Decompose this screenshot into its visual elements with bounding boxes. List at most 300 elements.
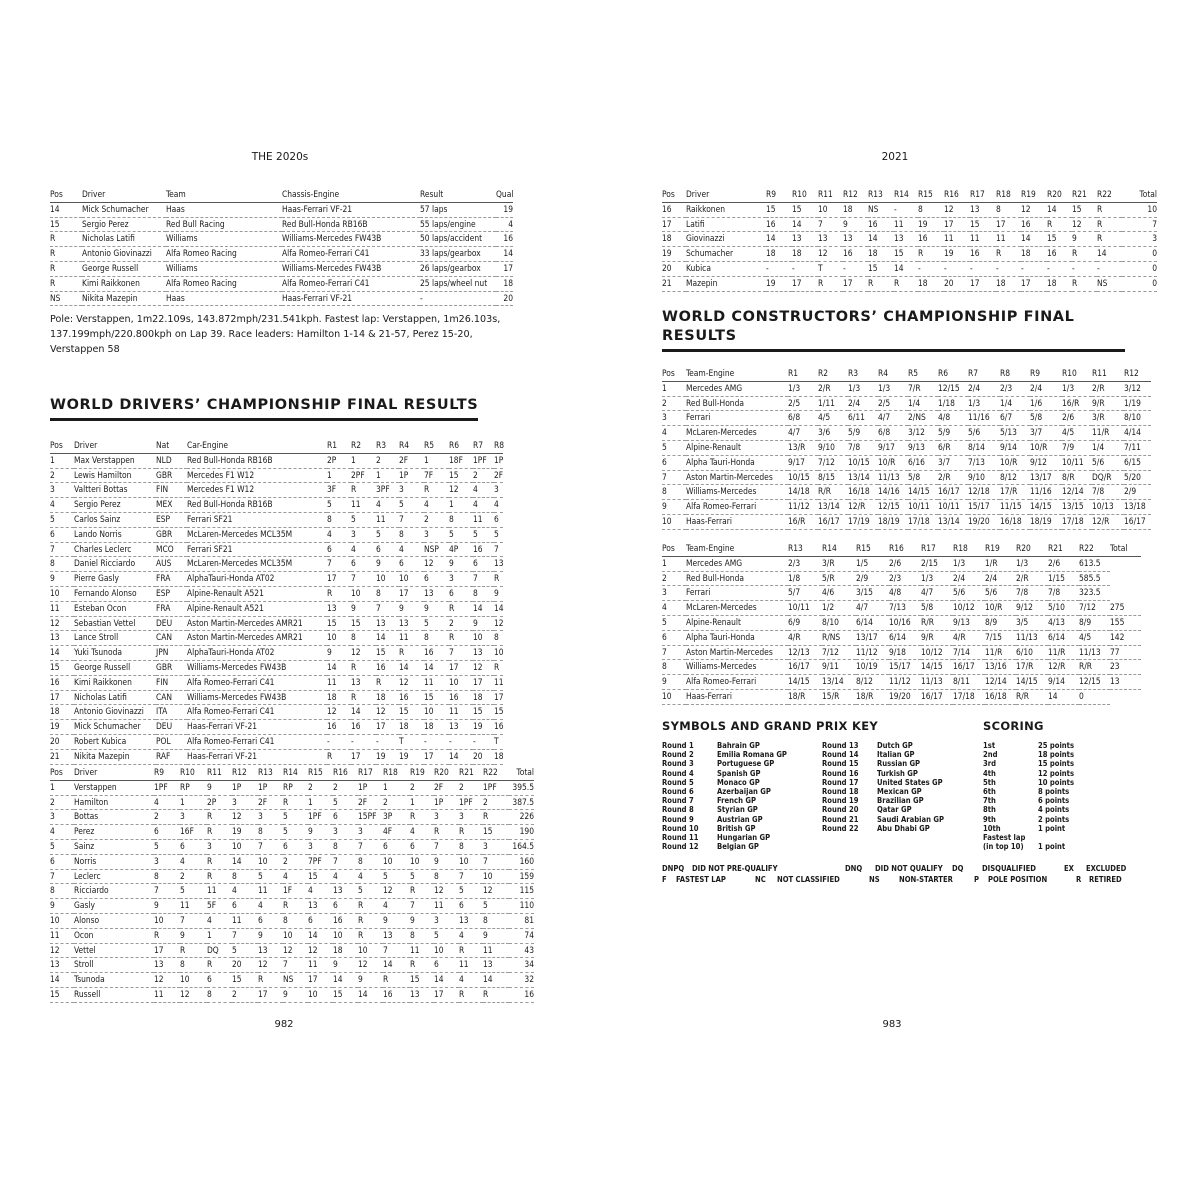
table-cell: 4/7: [788, 426, 818, 441]
table-cell: 12: [232, 810, 258, 825]
table-cell: 15: [473, 705, 494, 720]
table-cell: 9/R: [921, 630, 953, 645]
table-cell: 5: [424, 616, 449, 631]
key-value: Monaco GP: [717, 777, 760, 787]
table-cell: 7/8: [1016, 586, 1048, 601]
abbreviation-meaning: DID NOT QUALIFY: [875, 864, 943, 873]
table-cell: 19: [766, 276, 792, 291]
table-cell: 10: [154, 913, 180, 928]
table-cell: 14: [1047, 202, 1072, 217]
table-cell: 7: [399, 512, 424, 527]
table-cell: 3: [1122, 232, 1157, 247]
table-cell: 9/17: [878, 440, 908, 455]
table-cell: 15: [449, 468, 473, 483]
table-cell: 7/R: [908, 381, 938, 396]
table-cell: 7/12: [1079, 601, 1110, 616]
table-cell: 4: [207, 913, 232, 928]
table-cell: 1/3: [1016, 556, 1048, 571]
key-value: Brazilian GP: [877, 796, 924, 806]
table-cell: 10/R: [985, 601, 1016, 616]
table-cell: Perez: [74, 825, 154, 840]
table-cell: Haas-Ferrari VF-21: [187, 749, 327, 764]
abbreviation-code: DQ: [952, 864, 964, 873]
list-item: [822, 805, 944, 814]
table-cell: 81: [509, 913, 534, 928]
table-cell: 4/14: [1124, 426, 1151, 441]
table-cell: McLaren-Mercedes MCL35M: [187, 557, 327, 572]
table-cell: CAN: [156, 631, 187, 646]
table-cell: 16: [327, 720, 351, 735]
table-cell: 14: [1021, 232, 1047, 247]
table-row: [50, 734, 503, 749]
table-cell: McLaren-Mercedes: [686, 601, 788, 616]
table-cell: 14/16: [878, 485, 908, 500]
table-cell: 13/14: [938, 514, 968, 529]
table-cell: R7: [473, 439, 494, 453]
key-value: Qatar GP: [877, 805, 912, 815]
table-row: [50, 854, 534, 869]
table-cell: R4: [399, 439, 424, 453]
page-number: 983: [882, 1019, 902, 1030]
table-cell: ESP: [156, 512, 187, 527]
table-cell: 7: [376, 601, 399, 616]
key-term: 6th: [983, 787, 996, 797]
table-cell: 1/8: [788, 571, 822, 586]
table-cell: 43: [509, 943, 534, 958]
key-term: 9th: [983, 814, 996, 824]
table-cell: 142: [1110, 630, 1141, 645]
abbreviation-meaning: NOT CLASSIFIED: [777, 875, 840, 884]
table-cell: 16/17: [921, 689, 953, 704]
table-cell: 10: [449, 675, 473, 690]
table-cell: Haas-Ferrari VF-21: [282, 202, 420, 217]
table-cell: R: [483, 987, 509, 1002]
table-cell: 18: [50, 705, 74, 720]
table-cell: 5: [50, 839, 74, 854]
table-cell: 11/12: [856, 645, 889, 660]
table-cell: -: [1047, 261, 1072, 276]
table-cell: 7/12: [818, 455, 848, 470]
table-cell: Driver: [686, 188, 766, 202]
table-cell: 5: [483, 899, 509, 914]
table-cell: 1F: [283, 884, 308, 899]
table-cell: 5/8: [921, 601, 953, 616]
table-cell: 9: [50, 572, 74, 587]
list-item: [983, 805, 1074, 814]
table-cell: -: [327, 734, 351, 749]
table-cell: Alfa Romeo Racing: [166, 247, 282, 262]
table-cell: 10: [473, 631, 494, 646]
table-cell: 1/2: [822, 601, 856, 616]
table-cell: R2: [818, 367, 848, 381]
table-cell: R: [327, 749, 351, 764]
table-cell: GBR: [156, 660, 187, 675]
table-cell: 12: [1021, 202, 1047, 217]
table-cell: 13: [818, 232, 843, 247]
table-row: [662, 440, 1151, 455]
table-cell: 12/R: [1048, 660, 1079, 675]
abbreviation-meaning: POLE POSITION: [988, 875, 1048, 884]
table-cell: 14: [1048, 689, 1079, 704]
table-cell: 10: [410, 854, 434, 869]
list-item: [983, 842, 1074, 851]
table-cell: 9/11: [822, 660, 856, 675]
table-row: [50, 247, 513, 262]
table-cell: Pos: [50, 439, 74, 453]
table-row: [50, 646, 503, 661]
table-cell: Nikita Mazepin: [82, 291, 166, 306]
table-cell: Mick Schumacher: [74, 720, 156, 735]
list-item: [822, 778, 944, 787]
table-cell: 9/14: [1048, 675, 1079, 690]
table-cell: 14/15: [1030, 500, 1062, 515]
table-cell: 3: [333, 825, 358, 840]
table-cell: 15: [232, 973, 258, 988]
table-cell: 9: [333, 958, 358, 973]
key-term: Round 16: [822, 768, 859, 778]
table-cell: 10/13: [1092, 500, 1124, 515]
table-cell: 4/R: [788, 630, 822, 645]
table-cell: 14: [792, 217, 818, 232]
table-cell: Ferrari: [686, 586, 788, 601]
table-cell: 6/14: [889, 630, 921, 645]
table-row: [50, 928, 534, 943]
table-cell: 2/5: [878, 396, 908, 411]
table-cell: 14: [327, 660, 351, 675]
table-cell: R: [410, 884, 434, 899]
key-value: Spanish GP: [717, 768, 761, 778]
table-cell: MEX: [156, 498, 187, 513]
table-cell: 6/8: [788, 411, 818, 426]
table-cell: 12/14: [1062, 485, 1092, 500]
table-cell: 5/10: [1048, 601, 1079, 616]
table-cell: 11: [459, 958, 483, 973]
table-cell: 7: [154, 884, 180, 899]
table-cell: 4P: [449, 542, 473, 557]
drivers-championship-table-part2: [50, 766, 534, 1003]
table-cell: R19: [410, 766, 434, 780]
table-cell: 2/4: [968, 381, 1000, 396]
list-item: [822, 796, 944, 805]
table-cell: 13/17: [856, 630, 889, 645]
table-cell: Alonso: [74, 913, 154, 928]
key-term: Round 7: [662, 796, 694, 806]
table-cell: 5/20: [1124, 470, 1151, 485]
table-cell: R: [50, 232, 82, 247]
table-cell: 13: [1110, 675, 1141, 690]
table-cell: Williams-Mercedes FW43B: [282, 232, 420, 247]
table-cell: 6: [333, 810, 358, 825]
table-cell: Alpha Tauri-Honda: [686, 630, 788, 645]
table-cell: 1/5: [856, 556, 889, 571]
table-cell: 0: [1122, 247, 1157, 262]
table-row: [50, 572, 503, 587]
table-cell: 3: [399, 483, 424, 498]
table-cell: 9: [258, 928, 283, 943]
table-cell: 20: [473, 749, 494, 764]
table-cell: 3: [424, 527, 449, 542]
table-cell: 16: [868, 217, 894, 232]
table-cell: 2: [383, 795, 410, 810]
table-cell: 16: [494, 720, 503, 735]
table-cell: 17: [944, 217, 970, 232]
table-cell: NS: [868, 202, 894, 217]
abbreviation-code: NS: [869, 875, 880, 884]
table-row: [50, 202, 513, 217]
page-number: 982: [274, 1019, 294, 1030]
table-row: [50, 780, 534, 795]
key-term: 4th: [983, 768, 996, 778]
table-cell: NS: [1097, 276, 1122, 291]
table-cell: 16/18: [1000, 514, 1030, 529]
table-cell: 9/18: [889, 645, 921, 660]
table-cell: 10: [333, 928, 358, 943]
table-cell: 159: [509, 869, 534, 884]
table-cell: 4: [258, 899, 283, 914]
table-cell: 2/9: [856, 571, 889, 586]
table-cell: 13: [970, 202, 996, 217]
table-cell: 5: [383, 869, 410, 884]
table-cell: 6: [207, 973, 232, 988]
table-cell: 5/9: [848, 426, 878, 441]
table-cell: R: [283, 795, 308, 810]
table-cell: 9: [473, 616, 494, 631]
table-cell: 8: [283, 913, 308, 928]
table-cell: 74: [509, 928, 534, 943]
table-cell: 160: [509, 854, 534, 869]
table-cell: 13: [351, 675, 376, 690]
table-cell: Sainz: [74, 839, 154, 854]
table-cell: 11/13: [1016, 630, 1048, 645]
key-term: 5th: [983, 777, 996, 787]
table-cell: Total: [1110, 542, 1141, 556]
table-cell: 10: [258, 854, 283, 869]
table-cell: 12: [327, 705, 351, 720]
table-cell: 19: [473, 720, 494, 735]
table-cell: 12: [50, 616, 74, 631]
table-cell: 5: [258, 869, 283, 884]
table-cell: R3: [376, 439, 399, 453]
table-cell: 3: [434, 913, 459, 928]
table-cell: Hamilton: [74, 795, 154, 810]
table-row: [50, 913, 534, 928]
key-value: Bahrain GP: [717, 741, 760, 750]
table-cell: Alpine-Renault: [686, 440, 788, 455]
table-cell: R15: [918, 188, 944, 202]
table-cell: 1/3: [921, 571, 953, 586]
abbreviation-code: F: [662, 875, 667, 884]
table-cell: Alfa Romeo-Ferrari C41: [282, 247, 420, 262]
list-item: [983, 750, 1074, 759]
table-row: [50, 276, 513, 291]
table-cell: 6: [258, 913, 283, 928]
table-row: [50, 705, 503, 720]
table-cell: 16/18: [985, 689, 1016, 704]
table-cell: 16: [473, 542, 494, 557]
table-cell: R13: [868, 188, 894, 202]
table-cell: 13: [473, 646, 494, 661]
table-cell: 10: [180, 973, 207, 988]
abbreviation-code: DNQ: [845, 864, 863, 873]
key-value: 2 points: [1038, 814, 1070, 824]
table-cell: 14: [494, 601, 503, 616]
table-cell: 5: [434, 928, 459, 943]
table-cell: 8: [376, 586, 399, 601]
table-cell: Williams-Mercedes: [686, 485, 788, 500]
table-cell: Total: [509, 766, 534, 780]
table-cell: R: [358, 913, 383, 928]
table-cell: 14: [434, 973, 459, 988]
table-cell: McLaren-Mercedes MCL35M: [187, 527, 327, 542]
table-cell: 3F: [327, 483, 351, 498]
table-cell: R: [494, 572, 503, 587]
table-row: [50, 498, 503, 513]
table-cell: R: [459, 987, 483, 1002]
table-cell: 17: [376, 720, 399, 735]
table-cell: 2/3: [889, 571, 921, 586]
table-cell: 6/14: [856, 615, 889, 630]
table-cell: Williams-Mercedes FW43B: [282, 261, 420, 276]
table-cell: 9: [494, 586, 503, 601]
table-cell: 17: [399, 586, 424, 601]
table-cell: Alfa Romeo Racing: [166, 276, 282, 291]
table-cell: 14: [358, 987, 383, 1002]
key-term: Round 4: [662, 768, 694, 778]
table-cell: 10/R: [1000, 455, 1030, 470]
table-cell: 0: [1079, 689, 1110, 704]
table-cell: 8: [351, 631, 376, 646]
table-cell: 5: [232, 943, 258, 958]
table-cell: 1: [308, 795, 333, 810]
key-term: Round 11: [662, 833, 699, 843]
table-row: [50, 795, 534, 810]
table-cell: 6/15: [1124, 455, 1151, 470]
table-cell: 17/R: [1016, 660, 1048, 675]
table-cell: 2: [180, 869, 207, 884]
table-cell: 13: [327, 601, 351, 616]
key-term: Fastest lap: [983, 833, 1026, 843]
table-row: [662, 485, 1151, 500]
table-cell: 10/15: [848, 455, 878, 470]
key-value: Abu Dhabi GP: [877, 823, 930, 833]
table-cell: 13: [410, 987, 434, 1002]
table-cell: 3: [50, 483, 74, 498]
table-cell: 2/9: [1124, 485, 1151, 500]
table-cell: R22: [483, 766, 509, 780]
table-row: [662, 689, 1141, 704]
table-row: [50, 839, 534, 854]
table-cell: 0: [1122, 276, 1157, 291]
list-item: [662, 815, 787, 824]
list-item: [662, 796, 787, 805]
table-cell: 9: [308, 825, 333, 840]
table-cell: R13: [788, 542, 822, 556]
table-cell: 3: [258, 810, 283, 825]
table-cell: 7: [459, 869, 483, 884]
table-cell: Alfa Romeo-Ferrari C41: [187, 705, 327, 720]
table-cell: R7: [968, 367, 1000, 381]
table-cell: R11: [1092, 367, 1124, 381]
table-cell: R19: [985, 542, 1016, 556]
table-cell: R17: [970, 188, 996, 202]
table-cell: 25 laps/wheel nut: [420, 276, 496, 291]
table-row: [50, 720, 503, 735]
table-cell: 17: [792, 276, 818, 291]
table-cell: 8/15: [818, 470, 848, 485]
table-cell: 3/7: [1030, 426, 1062, 441]
table-cell: R: [154, 928, 180, 943]
table-cell: 17: [496, 261, 513, 276]
key-term: Round 12: [662, 842, 699, 852]
table-cell: Williams-Mercedes FW43B: [187, 690, 327, 705]
table-cell: 7/13: [889, 601, 921, 616]
table-cell: 1/4: [1092, 440, 1124, 455]
table-cell: 2F: [358, 795, 383, 810]
table-cell: 3/7: [938, 455, 968, 470]
table-cell: 9: [154, 899, 180, 914]
table-cell: 4: [496, 217, 513, 232]
table-cell: 2/3: [1000, 381, 1030, 396]
table-cell: 5: [410, 869, 434, 884]
table-cell: 4: [283, 869, 308, 884]
table-cell: 1P: [399, 468, 424, 483]
table-cell: 7: [232, 928, 258, 943]
table-cell: R/R: [1016, 689, 1048, 704]
table-cell: 5: [358, 884, 383, 899]
table-row: [662, 556, 1141, 571]
table-cell: 14/15: [1016, 675, 1048, 690]
table-cell: 12: [308, 943, 333, 958]
table-cell: Max Verstappen: [74, 453, 156, 468]
table-cell: 15: [970, 217, 996, 232]
table-cell: R/R: [818, 485, 848, 500]
table-cell: 7: [818, 217, 843, 232]
table-cell: DQ/R: [1092, 470, 1124, 485]
table-cell: 1P: [358, 780, 383, 795]
table-cell: 4/6: [822, 586, 856, 601]
table-cell: 6: [308, 913, 333, 928]
table-cell: 9: [351, 601, 376, 616]
table-cell: 7/13: [968, 455, 1000, 470]
table-cell: 11/16: [1030, 485, 1062, 500]
table-cell: Ferrari: [686, 411, 788, 426]
table-cell: 9: [434, 854, 459, 869]
scoring-list: [983, 741, 1074, 851]
table-row: [50, 884, 534, 899]
table-cell: 15: [1047, 232, 1072, 247]
table-cell: R: [1047, 217, 1072, 232]
table-cell: 12: [483, 884, 509, 899]
table-cell: Aston Martin-Mercedes: [686, 470, 788, 485]
table-cell: 10: [50, 586, 74, 601]
key-value: French GP: [717, 796, 756, 806]
key-value: Saudi Arabian GP: [877, 814, 944, 824]
table-cell: 11/16: [968, 411, 1000, 426]
table-cell: 8/9: [985, 615, 1016, 630]
list-item: [662, 759, 787, 768]
table-cell: 17: [662, 217, 686, 232]
table-cell: 11/R: [1048, 645, 1079, 660]
table-cell: 6: [351, 557, 376, 572]
table-cell: 4: [424, 498, 449, 513]
table-cell: Mercedes AMG: [686, 556, 788, 571]
table-cell: 395.5: [509, 780, 534, 795]
table-cell: 1: [449, 498, 473, 513]
table-cell: 15: [351, 616, 376, 631]
table-cell: 15: [376, 646, 399, 661]
table-cell: 16: [509, 987, 534, 1002]
table-cell: 13: [494, 557, 503, 572]
